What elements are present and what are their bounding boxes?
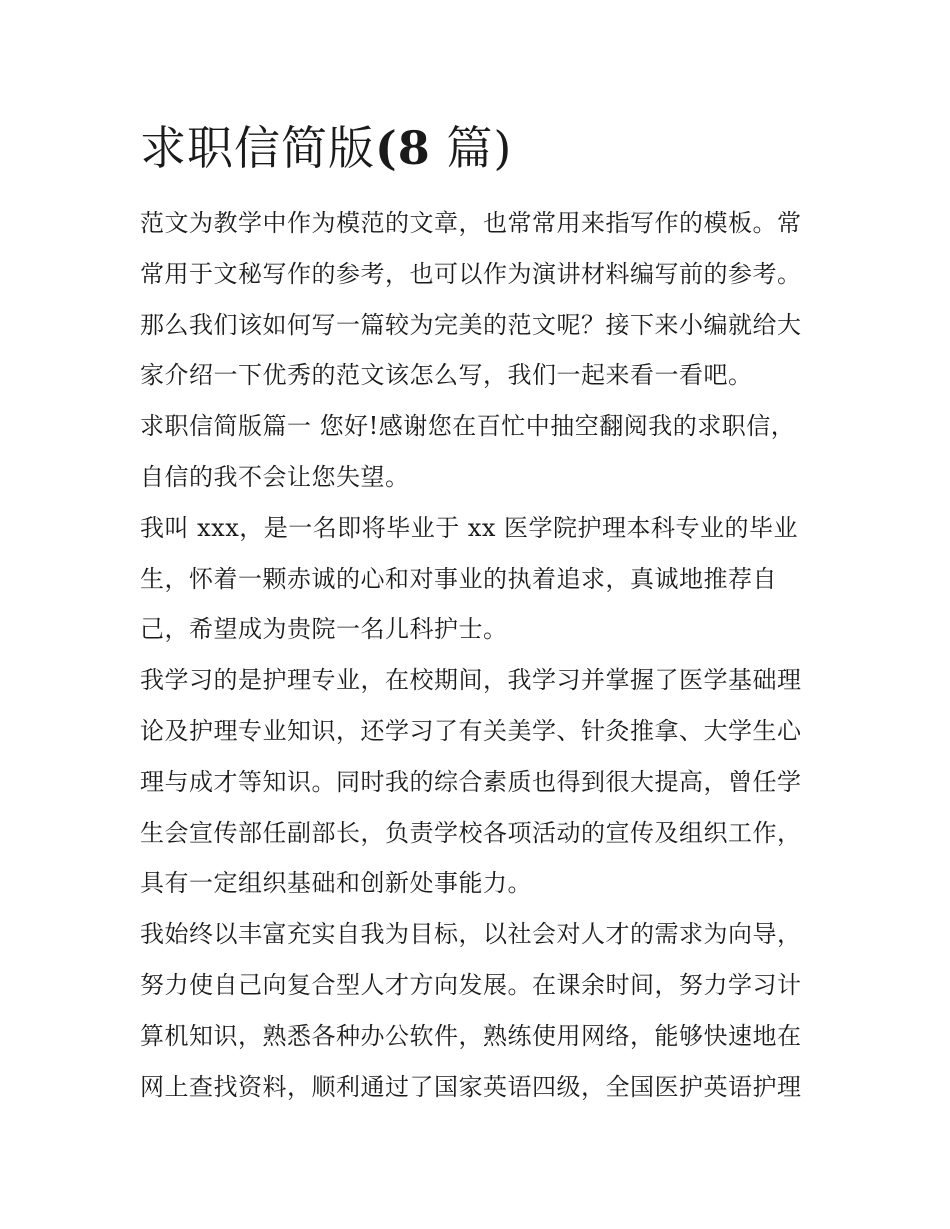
text-line: 范文为教学中作为模范的文章，也常常用来指写作的模板。常 (140, 209, 802, 237)
text-line: 常用于文秘写作的参考，也可以作为演讲材料编写前的参考。 (140, 259, 802, 288)
text-line: 那么我们该如何写一篇较为完美的范文呢？接下来小编就给大 (140, 310, 802, 339)
text-line: 我始终以丰富充实自我为目标，以社会对人才的需求为向导， (140, 920, 802, 949)
text-line: 网上查找资料，顺利通过了国家英语四级，全国医护英语护理 (140, 1072, 802, 1101)
text-line: 努力使自己向复合型人才方向发展。在课余时间，努力学习计 (140, 970, 802, 999)
text-line: 自信的我不会让您失望。 (140, 462, 410, 491)
text-line: 求职信简版篇一 您好!感谢您在百忙中抽空翻阅我的求职信， (140, 412, 796, 441)
text-line: 家介绍一下优秀的范文该怎么写，我们一起来看一看吧。 (140, 361, 753, 390)
text-line: 生会宣传部任副部长，负责学校各项活动的宣传及组织工作， (140, 818, 802, 847)
title-text: 求职信简版 (140, 121, 375, 175)
text-line: 我学习的是护理专业，在校期间，我学习并掌握了医学基础理 (140, 666, 802, 695)
text-line: 生，怀着一颗赤诚的心和对事业的执着追求，真诚地推荐自 (140, 564, 777, 593)
document-title (140, 118, 512, 178)
text-line: 算机知识，熟悉各种办公软件，熟练使用网络，能够快速地在 (140, 1021, 802, 1050)
text-line: 论及护理专业知识，还学习了有关美学、针灸推拿、大学生心 (140, 716, 802, 745)
text-line: 理与成才等知识。同时我的综合素质也得到很大提高，曾任学 (140, 767, 802, 796)
title-number: (8 (375, 121, 431, 175)
title-suffix: 篇) (446, 121, 513, 175)
text-line: 己，希望成为贵院一名儿科护士。 (140, 615, 508, 644)
text-line: 具有一定组织基础和创新处事能力。 (140, 869, 532, 898)
text-line: 我叫 xxx，是一名即将毕业于 xx 医学院护理本科专业的毕业 (140, 513, 799, 542)
document-body (140, 198, 820, 1112)
